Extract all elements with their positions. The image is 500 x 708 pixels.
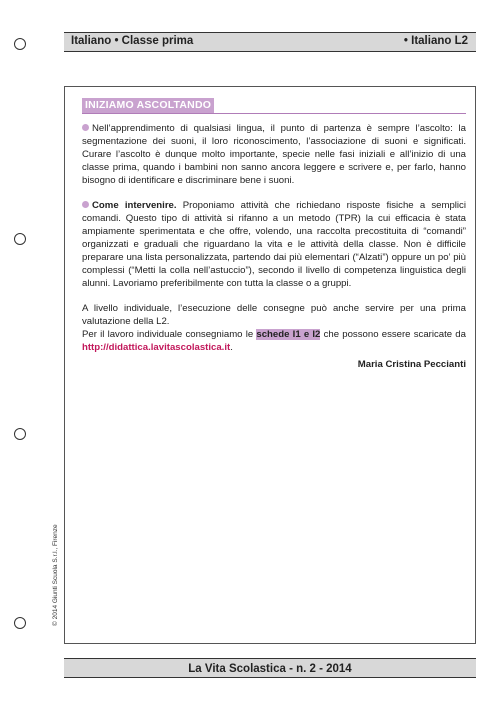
bullet-icon [82, 201, 89, 208]
download-link[interactable]: http://didattica.lavitascolastica.it [82, 342, 231, 353]
binder-hole-2 [14, 233, 26, 245]
binder-hole-4 [14, 617, 26, 629]
paragraph-intro: Nell’apprendimento di qualsiasi lingua, il punto di partenza è sempre l’ascolto: la segmentazione dei suoni, il loro riconoscimento, l’associazione di suoni e significati. Curare l’ascolto è dunque molto importante, specie nelle fasi iniziali e all’inizio di una classe prima, quando i bambini non sanno ancora leggere e scrivere e, per farlo, hanno bisogno di identificare e discriminare bene i suoni. [82, 123, 466, 186]
section-title: INIZIAMO ASCOLTANDO [82, 98, 214, 113]
copyright-notice: © 2014 Giunti Scuola S.r.l., Firenze [52, 524, 59, 626]
author-name: Maria Cristina Peccianti [357, 359, 466, 370]
worksheets-highlight: schede I1 e I2 [256, 329, 321, 340]
paragraph-evaluation: A livello individuale, l’esecuzione delle consegne può anche servire per una prima valutazione della L2. [82, 303, 466, 327]
footer-publication: La Vita Scolastica - n. 2 - 2014 [188, 663, 352, 675]
header-topic: • Italiano L2 [403, 35, 468, 47]
page-footer [64, 658, 476, 678]
page-header [64, 32, 476, 52]
binder-hole-1 [14, 38, 26, 50]
paragraph-worksheets: Per il lavoro individuale consegniamo le schede I1 e I2 che possono essere scaricate da http://didattica.lavitascolastica.it. [82, 329, 466, 353]
intervention-heading: Come intervenire. [92, 200, 177, 211]
article-body [82, 98, 466, 371]
section-divider [82, 113, 466, 114]
header-subject: Italiano • Classe prima [71, 35, 194, 47]
paragraph-intervention: Come intervenire. Proponiamo attività che richiedano risposte fisiche a semplici comandi. Questo tipo di attività si rifanno a un metodo (TPR) la cui efficacia è stata ampiamente sperimentata e che offre, volendo, una raccolta precostituita di “comandi” organizzati e graduali che riguardano la vita e le attività della classe. Non è difficile preparare una lista personalizzata, partendo dai più elementari (“Alzati”) oppure un po’ più complessi (“Metti la colla nell’astuccio”), secondo il livello di competenza linguistica degli alunni. Lavoriamo preferibilmente con tutta la classe o a gruppi. [82, 200, 466, 289]
bullet-icon [82, 124, 89, 131]
binder-hole-3 [14, 428, 26, 440]
